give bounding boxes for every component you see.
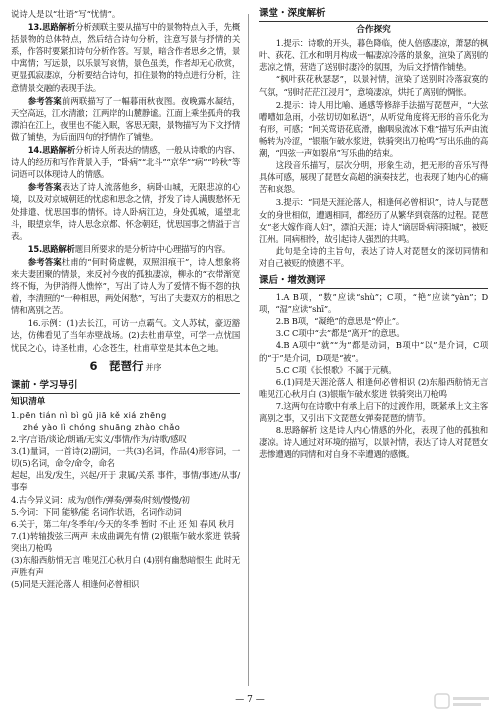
section-heading-after: 课后・增效测评 (259, 275, 488, 289)
q13-analysis (11, 21, 240, 94)
q13-text: 分析颈联主要从描写中的景物特点入手，先概括景物的总体特点，然后结合诗句分析，注意写景与抒情的关系，作答时要紧扣诗句分析作答。写景，暗含作者思乡之情，景中寓情；写远景，以乐景写哀情，景色虽美，作者却无心欣赏，更显孤寂凄凉，分析要结合诗句，扣住景物的特点进行分析，注意情景交融的表现手法。 (11, 22, 241, 93)
q15-text: 题目所要求的是分析诗中心理描写的内容。 (74, 243, 231, 254)
pinyin-line-2: zhé yào lì chóng shuāng zhào chǎo (23, 422, 181, 432)
continuation-line: 说诗人是以“壮语”写“忧情”。 (11, 9, 121, 19)
knowledge-8: (5)同是天涯沦落人 相逢何必曾相识 (11, 579, 140, 590)
watermark-logo-icon (434, 691, 492, 711)
q13-answer (11, 95, 240, 143)
subheading-knowledge: 知识清单 (11, 396, 46, 407)
page-number: — 7 — (235, 695, 265, 705)
exercise-8: 8.思路解析 这是诗人内心情感的外化，表现了他的孤独和凄凉。诗人通过对环境的描写，以景衬情，表达了诗人对琵琶女悲惨遭遇的同情和对自身不幸遭遇的感慨。 (259, 425, 488, 460)
knowledge-3b: 起起，出发/发生，兴起/开于 隶属/关系 事件，事情/事迹/从事/事奉 (11, 470, 240, 493)
q14-answer (11, 181, 240, 241)
analysis-2: 2.提示：诗人用比喻、通感等修辞手法描写琵琶声，“大弦嘈嘈如急雨，小弦切切如私语”，从听觉角度将无形的音乐化为有形，可感；“间关莺语花底滑，幽咽泉流冰下难”描写乐声由流畅转为冷涩，“银瓶乍破水浆迸，铁骑突出刀枪鸣”写出乐曲的高潮，“四弦一声如裂帛”写乐曲的结束。 (259, 99, 488, 159)
analysis-1b: “枫叶荻花秋瑟瑟”，以景衬情，渲染了送别时冷落寂寞的气氛，“别时茫茫江浸月”，意境凄凉，烘托了离别的惆怅。 (259, 74, 488, 97)
exercise-7: 7.这两句在诗歌中有承上启下的过渡作用，既紧承上文主客离别之事，又引出下文琵琶女弹奏琵琶的情节。 (259, 400, 488, 423)
q15-answer-text: 杜甫的“何时倚虚幌，双照泪痕干”，诗人想象将来夫妻团聚的情景，来反衬今夜的孤独凄凉，柳永的“衣带渐宽终不悔，为伊消得人憔悴”，写出了诗人为了爱情不悔不怨的执着，李清照的“一种相思，两处闲愁”，写出了夫妻双方的相思之情和离别之苦。 (11, 256, 240, 316)
analysis-3: 3.提示：“同是天涯沦落人，相逢何必曾相识”，诗人与琵琶女的身世相似，遭遇相同，都经历了从繁华到衰落的过程。琵琶女“老大嫁作商人妇”，漂泊天涯；诗人“谪居卧病浔阳城”，被贬江州。同病相怜，故引起诗人强烈的共鸣。 (259, 197, 488, 244)
exercise-1: 1.A B项，“数”应读“shù”；C项，“艳”应读“yàn”；D项，“湿”应读“shī”。 (259, 292, 488, 315)
exercise-3: 3.C C项中“去”都是“离开”的意思。 (275, 328, 405, 339)
knowledge-4b: 5.今词：下同 能够/能 名词作状语，名词作动词 (11, 506, 182, 517)
lesson-title-main: 6 琵琶行 (89, 358, 144, 373)
q15-answer-label: 参考答案 (27, 256, 62, 267)
q15-analysis (11, 243, 240, 255)
analysis-3b: 此句是全诗的主旨句，表达了诗人对琵琶女的深切同情和对自己被贬的愤懑不平。 (259, 245, 488, 268)
knowledge-6: 7.(1)转轴拨弦三两声 未成曲调先有情 (2)银瓶乍破水浆迸 铁骑突出刀枪鸣 (11, 530, 240, 553)
analysis-1: 1.提示：诗歌的开头，暮色降临，使人倍感凄凉，萧瑟的枫叶、荻花、江水和明月构成一幅凄凉冷落的景象，渲染了离别的悲凉之情，营造了送别时凄冷的氛围，为后文抒情作铺垫。 (259, 38, 488, 73)
q13-answer-text: 前两联描写了一幅暮雨秋夜图。夜晚露水凝结，天空高远，江水清澈；江两岸的山麓静谧。江面上乘坐孤舟的我漂泊在江上，夜里也不能入眠，客思无限，景物描写为下文抒情做了铺垫，为后面四句的抒情作了铺垫。 (11, 95, 240, 142)
q14-analysis (11, 144, 240, 180)
exercise-4: 4.B A项中“就”“为”都是动词，B项中“以”是介词，C项的“于”是介词，D项是“被”。 (259, 340, 488, 363)
q14-answer-text: 表达了诗人流落他乡，病卧山城，无限悲凉的心境，以及对京城朝廷的忧虑和思念之情，抒发了诗人满腹愁怀无处排遣、忧思国事的情怀。诗人卧病江边，身处孤城，遥望北斗，眼望京华，诗人思念京都、怀念朝廷，忧思国事之情溢于言表。 (11, 182, 240, 241)
knowledge-7: (3)东船西舫悄无言 唯见江心秋月白 (4)别有幽愁暗恨生 此时无声胜有声 (11, 555, 240, 578)
lesson-title-sub: 并序 (145, 362, 162, 372)
q15-answer (11, 256, 240, 316)
knowledge-2: 2.字/言语/谈论/朗诵/无实义/事情/作为/诗歌/感叹 (11, 434, 187, 445)
q14-text: 分析诗人所表达的情感，一般从诗歌的内容、诗人的经历和写作背景入手，“卧病”“北斗”“京华”“病”“吟秋”等词语可以体现诗人的情感。 (11, 145, 241, 180)
knowledge-4: 4.古今异义词：成为/创作/弹奏/弹奏/时刻/慢慢/初 (11, 494, 190, 505)
q14-answer-label: 参考答案 (27, 182, 62, 193)
q15-label: 15.思路解析 (27, 243, 75, 254)
q13-answer-label: 参考答案 (27, 95, 62, 106)
exercise-2: 2.B B项，“凝绝”的意思是“停止”。 (275, 316, 405, 327)
right-column (259, 8, 488, 460)
knowledge-3: 3.(1)量词，一首诗(2)副词，一共(3)名词，作品(4)形容词，一切(5)名词，命令/命令，命名 (11, 446, 240, 469)
knowledge-5: 6.关于，第二年/冬季年/今天的冬季 暂时 不止 还 知 春风 秋月 (11, 518, 235, 529)
subheading-cooperation: 合作探究 (356, 25, 391, 36)
exercise-5: 5.C C项《长恨歌》不属于元稹。 (275, 364, 397, 375)
lesson-title (11, 360, 240, 374)
section-heading-preview: 课前・学习导引 (11, 380, 240, 394)
q14-label: 14.思路解析 (27, 145, 76, 156)
q13-label: 13.思路解析 (27, 22, 76, 33)
q16-answer: 16.示例：(1)去长江，可访一点霸气。文人苏轼，豪迈豁达，仿佛看见了当年赤壁战场。(2)去杜甫草堂，可学一点忧国忧民之心，诗圣杜甫，心念苍生，杜甫草堂是其本色之地。 (11, 318, 240, 353)
exercise-6: 6.(1)同是天涯沦落人 相逢何必曾相识 (2)东船西舫悄无言 唯见江心秋月白 (3)银瓶乍破水浆迸 铁骑突出刀枪鸣 (259, 376, 488, 399)
analysis-2b: 这段音乐描写，层次分明，形象生动，把无形的音乐写得具体可感，展现了琵琶女高超的演奏技艺，也表现了她内心的痛苦和哀怨。 (259, 160, 488, 195)
column-divider (248, 14, 249, 686)
pinyin-line-1: 1.pēn tián nì bì gǔ jiā kě xiá zhēng (11, 409, 167, 420)
left-column (11, 8, 240, 590)
section-heading-class: 课堂・深度解析 (259, 8, 488, 22)
